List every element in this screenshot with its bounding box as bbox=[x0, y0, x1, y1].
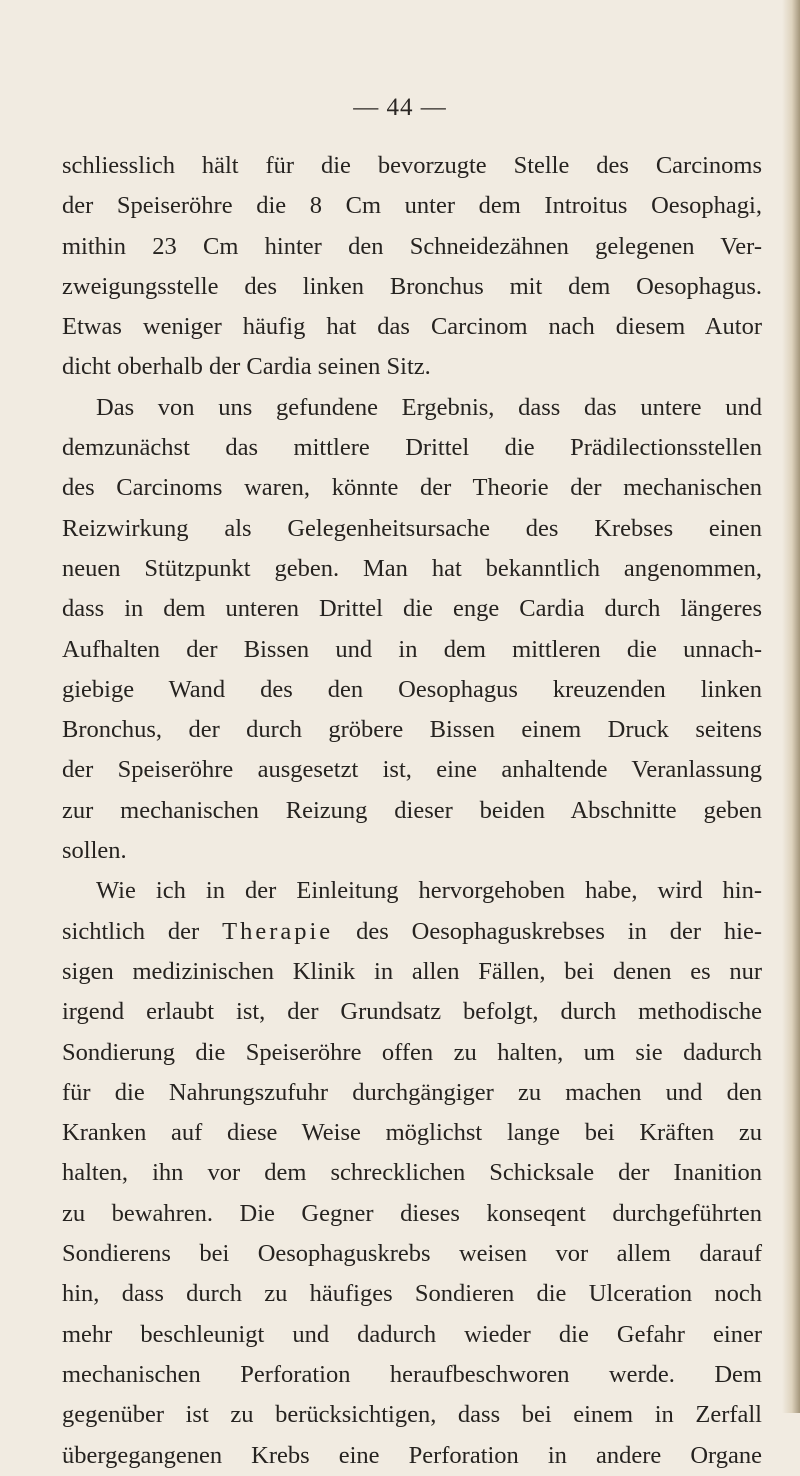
text-line: übergegangenen Krebs eine Perforation in andere Organe bbox=[62, 1441, 762, 1469]
text-line: zur mechanischen Reizung dieser beiden Abschnitte geben bbox=[62, 796, 762, 824]
text-line: mechanischen Perforation heraufbeschworen werde. Dem bbox=[62, 1360, 762, 1388]
text-line: giebige Wand des den Oesophagus kreuzenden linken bbox=[62, 675, 762, 703]
text-line: sigen medizinischen Klinik in allen Fällen, bei denen es nur bbox=[62, 957, 762, 985]
text-line: neuen Stützpunkt geben. Man hat bekanntlich angenommen, bbox=[62, 554, 762, 582]
text-line: Bronchus, der durch gröbere Bissen einem Druck seitens bbox=[62, 716, 762, 744]
text-line: dass in dem unteren Drittel die enge Cardia durch längeres bbox=[62, 595, 762, 623]
text-line: der Speiseröhre die 8 Cm unter dem Introitus Oesophagi, bbox=[62, 192, 762, 220]
text-line: Reizwirkung als Gelegenheitsursache des Krebses einen bbox=[62, 514, 762, 542]
text-line: dicht oberhalb der Cardia seinen Sitz. bbox=[62, 353, 431, 381]
text-line: sollen. bbox=[62, 837, 127, 865]
text-line: des Carcinoms waren, könnte der Theorie der mechanischen bbox=[62, 474, 762, 502]
page-edge-shadow bbox=[782, 0, 800, 1413]
text-line: Aufhalten der Bissen und in dem mittleren die unnach- bbox=[62, 635, 762, 663]
text-segment: sichtlich der bbox=[62, 917, 200, 945]
text-line: mehr beschleunigt und dadurch wieder die Gefahr einer bbox=[62, 1320, 762, 1348]
text-line: schliesslich hält für die bevorzugte Stelle des Carcinoms bbox=[62, 152, 762, 179]
text-line: halten, ihn vor dem schrecklichen Schicksale der Inanition bbox=[62, 1159, 762, 1187]
text-line: für die Nahrungszufuhr durchgängiger zu machen und den bbox=[62, 1078, 762, 1106]
text-line: zu bewahren. Die Gegner dieses konseqent durchgeführten bbox=[62, 1199, 762, 1227]
body-text bbox=[62, 146, 762, 1476]
text-line: der Speiseröhre ausgesetzt ist, eine anhaltende Veranlassung bbox=[62, 756, 762, 784]
text-line: mithin 23 Cm hinter den Schneidezähnen gelegenen Ver- bbox=[62, 232, 762, 260]
text-line: irgend erlaubt ist, der Grundsatz befolgt, durch methodische bbox=[62, 998, 762, 1026]
text-line: Sondierung die Speiseröhre offen zu halten, um sie dadurch bbox=[62, 1038, 762, 1066]
text-line: demzunächst das mittlere Drittel die Prädilectionsstellen bbox=[62, 434, 762, 462]
text-line bbox=[62, 912, 762, 952]
paragraph-start-line: Das von uns gefundene Ergebnis, dass das untere und bbox=[96, 393, 762, 421]
text-line: hin, dass durch zu häufiges Sondieren die Ulceration noch bbox=[62, 1280, 762, 1308]
paragraph-start-line: Wie ich in der Einleitung hervorgehoben habe, wird hin- bbox=[96, 877, 762, 905]
text-line: Kranken auf diese Weise möglichst lange bei Kräften zu bbox=[62, 1119, 762, 1147]
text-segment: des Oesophaguskrebses in der hie- bbox=[356, 917, 763, 945]
emphasized-term: Therapie bbox=[222, 917, 334, 945]
text-line: Etwas weniger häufig hat das Carcinom nach diesem Autor bbox=[62, 313, 762, 341]
page-number: — 44 — bbox=[353, 94, 447, 121]
text-line: zweigungsstelle des linken Bronchus mit dem Oesophagus. bbox=[62, 272, 762, 300]
text-line: Sondierens bei Oesophaguskrebs weisen vor allem darauf bbox=[62, 1240, 762, 1268]
text-line: gegenüber ist zu berücksichtigen, dass bei einem in Zerfall bbox=[62, 1401, 762, 1429]
